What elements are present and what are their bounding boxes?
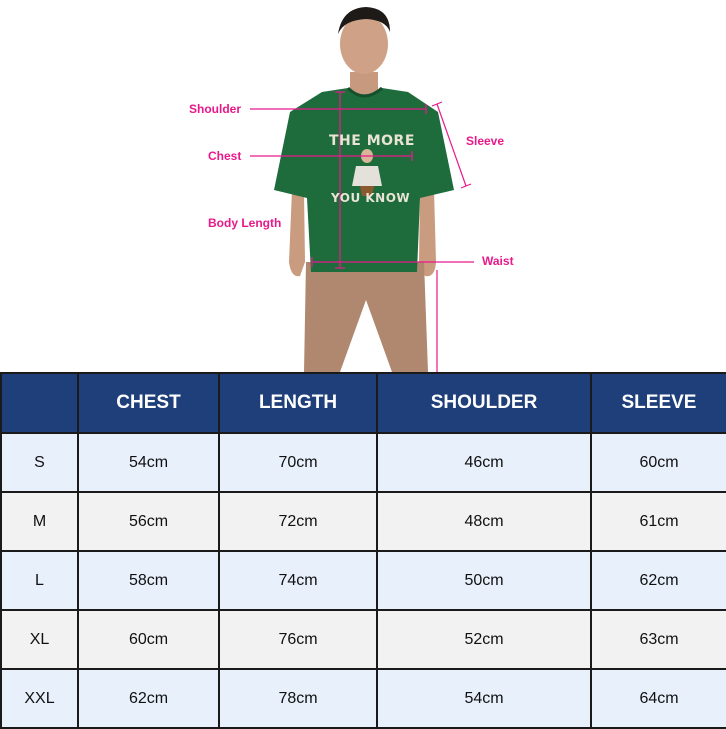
- table-row: [1, 669, 726, 728]
- tshirt-print-line2: YOU KNOW: [331, 191, 411, 205]
- table-row: [1, 610, 726, 669]
- length-cell: 72cm: [219, 492, 377, 551]
- header-shoulder: SHOULDER: [377, 373, 591, 433]
- body-length-label: Body Length: [208, 216, 282, 230]
- sleeve-cell: 64cm: [591, 669, 726, 728]
- shoulder-cell: 48cm: [377, 492, 591, 551]
- shoulder-cell: 52cm: [377, 610, 591, 669]
- length-cell: 76cm: [219, 610, 377, 669]
- size-cell: M: [1, 492, 78, 551]
- header-size: [1, 373, 78, 433]
- length-cell: 74cm: [219, 551, 377, 610]
- print-figure-body: [352, 166, 382, 186]
- header-length: LENGTH: [219, 373, 377, 433]
- chest-cell: 54cm: [78, 433, 219, 492]
- sleeve-cell: 63cm: [591, 610, 726, 669]
- table-row: [1, 433, 726, 492]
- size-chart-table: [0, 372, 726, 729]
- model-trousers: [304, 262, 428, 372]
- header-sleeve: SLEEVE: [591, 373, 726, 433]
- table-row: [1, 492, 726, 551]
- size-cell: XL: [1, 610, 78, 669]
- shoulder-cell: 54cm: [377, 669, 591, 728]
- table-row: [1, 551, 726, 610]
- length-cell: 70cm: [219, 433, 377, 492]
- header-chest: CHEST: [78, 373, 219, 433]
- chest-cell: 56cm: [78, 492, 219, 551]
- sleeve-label: Sleeve: [466, 134, 505, 148]
- model-left-arm: [289, 190, 305, 276]
- sleeve-cell: 60cm: [591, 433, 726, 492]
- chest-cell: 60cm: [78, 610, 219, 669]
- chest-label: Chest: [208, 149, 242, 163]
- sleeve-cell: 61cm: [591, 492, 726, 551]
- waist-label: Waist: [482, 254, 514, 268]
- sleeve-cell: 62cm: [591, 551, 726, 610]
- shoulder-label: Shoulder: [189, 102, 242, 116]
- chest-cell: 58cm: [78, 551, 219, 610]
- shoulder-cell: 46cm: [377, 433, 591, 492]
- chest-cell: 62cm: [78, 669, 219, 728]
- table-header-row: [1, 373, 726, 433]
- length-cell: 78cm: [219, 669, 377, 728]
- shoulder-cell: 50cm: [377, 551, 591, 610]
- tshirt-print-line1: THE MORE: [329, 133, 415, 149]
- size-cell: L: [1, 551, 78, 610]
- size-cell: XXL: [1, 669, 78, 728]
- size-cell: S: [1, 433, 78, 492]
